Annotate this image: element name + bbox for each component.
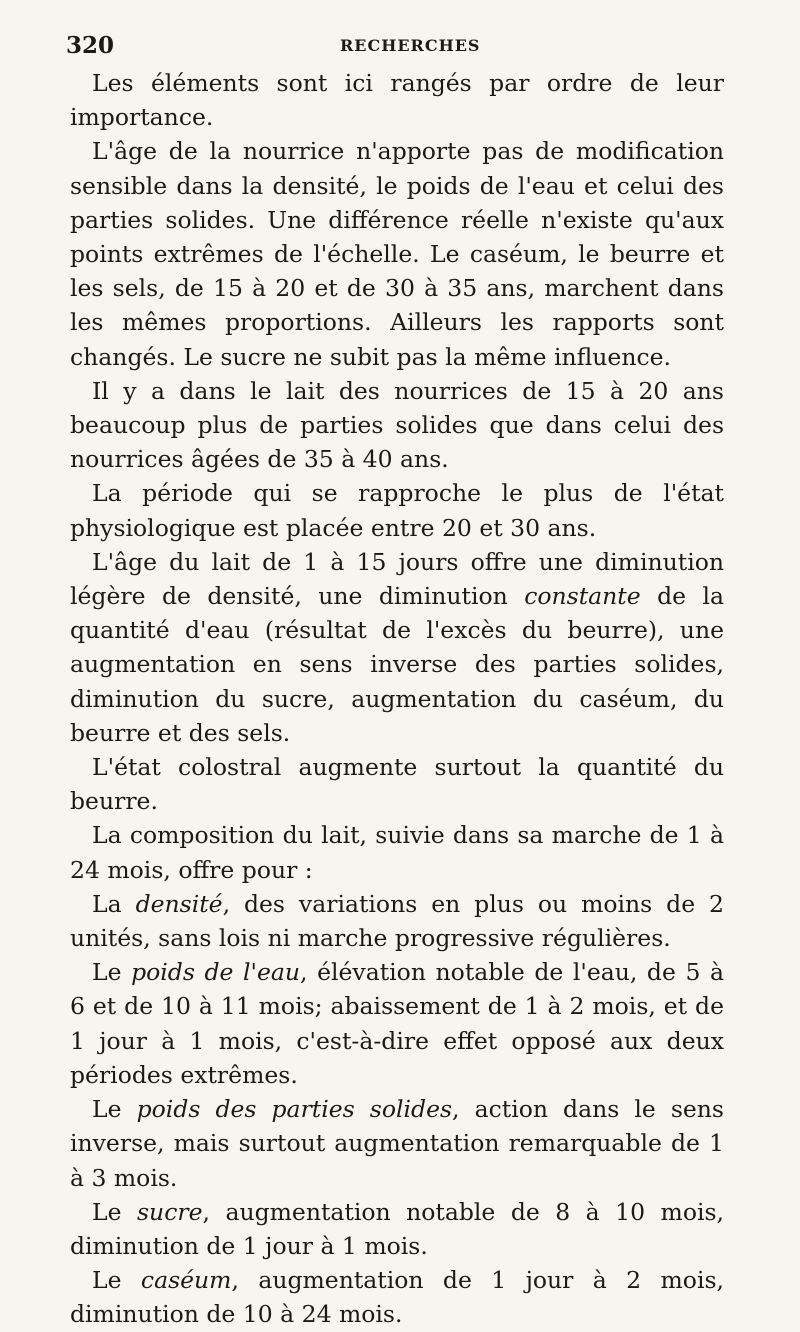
paragraph: L'âge du lait de 1 à 15 jours offre une diminution légère de densité, une diminution constante de la quantité d'eau (résultat de l'excès du beurre), une augmentation en sens inverse des parties solides, diminution du sucre, augmentation du caséum, du beurre et des sels. (70, 547, 724, 747)
emphasis: sucre (137, 1197, 203, 1226)
running-head: RECHERCHES (340, 36, 481, 55)
emphasis: constante (524, 582, 641, 611)
paragraph: L'état colostral augmente surtout la quantité du beurre. (70, 753, 724, 816)
page-number: 320 (66, 32, 115, 59)
paragraph: Les éléments sont ici rangés par ordre de leur importance. (70, 69, 724, 132)
paragraph: Le sucre, augmentation notable de 8 à 10 mois, diminution de 1 jour à 1 mois. (70, 1197, 725, 1260)
emphasis: poids de l'eau (131, 958, 301, 987)
body-text (70, 66, 724, 1332)
paragraph: La densité, des variations en plus ou moins de 2 unités, sans lois ni marche progressive régulières. (70, 889, 724, 953)
paragraph: Il y a dans le lait des nourrices de 15 à 20 ans beaucoup plus de parties solides que dans celui des nourrices âgées de 35 à 40 ans. (70, 376, 724, 474)
emphasis: densité (135, 889, 223, 918)
paragraph: L'âge de la nourrice n'apporte pas de modification sensible dans la densité, le poids de l'eau et celui des parties solides. Une différence réelle n'existe qu'aux points extrêmes de l'échelle. Le caséum, le beurre et les sels, de 15 à 20 et de 30 à 35 ans, marchent dans les mêmes proportions. Ailleurs les rapports sont changés. Le sucre ne subit pas la même influence. (70, 137, 724, 371)
paragraph: La période qui se rapproche le plus de l'état physiologique est placée entre 20 et 30 ans. (70, 479, 724, 542)
paragraph: Le poids des parties solides, action dans le sens inverse, mais surtout augmentation remarquable de 1 à 3 mois. (70, 1095, 724, 1192)
paragraph: Le poids de l'eau, élévation notable de l'eau, de 5 à 6 et de 10 à 11 mois; abaissement de 1 à 2 mois, et de 1 jour à 1 mois, c'est-à-dire effet opposé aux deux périodes extrêmes. (70, 958, 724, 1089)
page-header (66, 32, 740, 60)
paragraph: La composition du lait, suivie dans sa marche de 1 à 24 mois, offre pour : (70, 821, 724, 884)
emphasis: caséum (140, 1266, 232, 1295)
paragraph: Le caséum, augmentation de 1 jour à 2 mois, diminution de 10 à 24 mois. (70, 1266, 724, 1329)
emphasis: poids des parties solides (136, 1095, 453, 1124)
